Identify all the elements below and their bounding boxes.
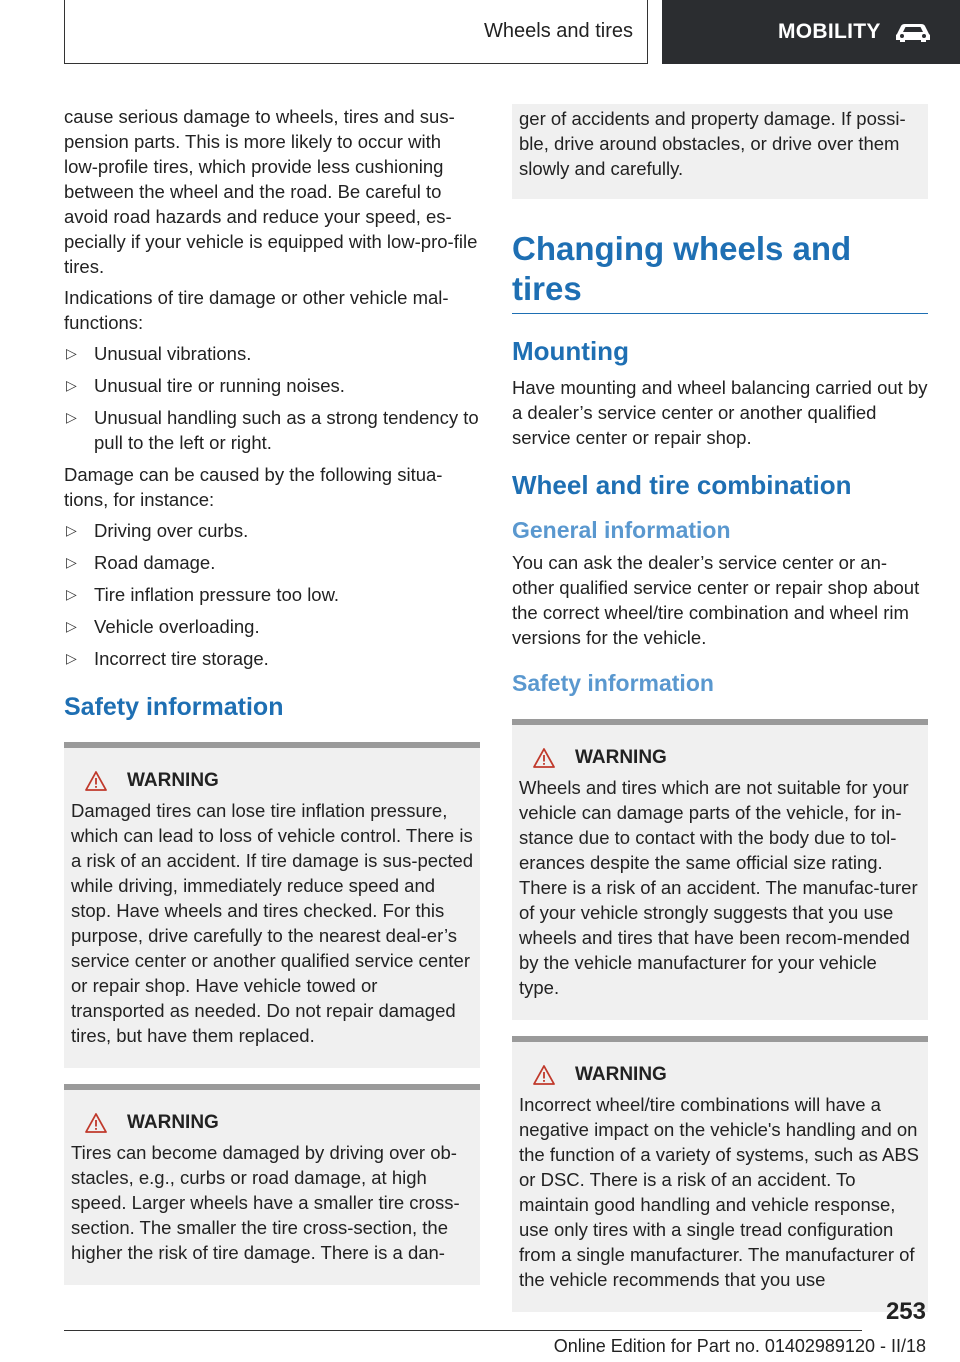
- mounting-heading: Mounting: [512, 336, 629, 366]
- warning-box: [64, 1084, 480, 1285]
- warning-box: [512, 1036, 928, 1312]
- edition-text: Online Edition for Part no. 01402989120 - II/18: [553, 1336, 926, 1356]
- indications-title: Indications of tire damage or other vehicle mal-functions:: [64, 287, 449, 333]
- chapter-tab: [662, 0, 960, 64]
- warning-text: Incorrect wheel/tire combinations will have a negative impact on the vehicle's handling and on the function of a variety of systems, such as ABS or DSC. There is a risk of an accident. To maintain good handling and vehicle response, use only tires with a single tread configuration from a single manufacturer. The manufacturer of the vehicle recommends that you use: [519, 1094, 919, 1290]
- mounting-paragraph: Have mounting and wheel balancing carried out by a dealer’s service center or another qualified service center or repair shop.: [512, 377, 928, 448]
- list-item: ▷ Tire inflation pressure too low.: [66, 584, 340, 605]
- safety-heading: Safety information: [64, 693, 284, 721]
- warning-triangle-icon: [533, 748, 555, 768]
- causes-list: [64, 518, 480, 671]
- list-item: ▷ Unusual handling such as a strong tendency to pull to the left or right.: [66, 407, 479, 453]
- list-item: ▷ Road damage.: [66, 552, 216, 573]
- list-item: ▷ Incorrect tire storage.: [66, 648, 269, 669]
- list-item: ▷ Driving over curbs.: [66, 520, 249, 541]
- warning-label: WARNING: [575, 1064, 667, 1085]
- warning-label: WARNING: [127, 1112, 219, 1133]
- chapter-heading: Changing wheels and tires: [512, 229, 928, 314]
- triangle-bullet-icon: ▷: [66, 650, 77, 666]
- general-info-heading: General information: [512, 517, 731, 543]
- right-column: [512, 104, 928, 1328]
- triangle-bullet-icon: ▷: [66, 409, 77, 425]
- indications-list: [64, 341, 480, 455]
- causes-title: Damage can be caused by the following situa-tions, for instance:: [64, 464, 443, 510]
- warning-text: Tires can become damaged by driving over ob-stacles, e.g., curbs or road damage, at high speed. Larger wheels have a smaller tire cross-section. The smaller the tire cross-section, the higher the risk of tire damage. There is a dan-: [71, 1142, 460, 1263]
- page-number: 253: [885, 1298, 926, 1325]
- section-tab: [64, 0, 648, 64]
- list-item: ▷ Unusual vibrations.: [66, 343, 252, 364]
- warning-box-continued: [512, 104, 928, 199]
- warning-label: WARNING: [127, 770, 219, 791]
- chapter-title: MOBILITY: [778, 20, 881, 43]
- warning-text: Wheels and tires which are not suitable for your vehicle can damage parts of the vehicle, for in-stance due to contact with the body due to tol-erances despite the same official size rating. There is a risk of an accident. The manufac-turer of your vehicle strongly suggests that you use wheels and tires that have been recom-mended by the vehicle manufacturer for your vehicle type.: [519, 777, 918, 998]
- triangle-bullet-icon: ▷: [66, 377, 77, 393]
- footer-divider: [64, 1330, 862, 1331]
- combination-heading: Wheel and tire combination: [512, 470, 852, 500]
- warning-triangle-icon: [533, 1065, 555, 1085]
- triangle-bullet-icon: ▷: [66, 554, 77, 570]
- warning-label: WARNING: [575, 747, 667, 768]
- intro-paragraph: cause serious damage to wheels, tires and sus-pension parts. This is more likely to occur with low-profile tires, which provide less cushioning between the wheel and the road. Be careful to avoid road hazards and reduce your speed, es-pecially if your vehicle is equipped with low-pro-file tires.: [64, 106, 478, 277]
- warning-text: Damaged tires can lose tire inflation pressure, which can lead to loss of vehicle control. There is a risk of an accident. If tire damage is sus-pected while driving, immediately reduce speed and stop. Have wheels and tires checked. For this purpose, drive carefully to the nearest deal-er’s service center or another qualified service center or repair shop. Have vehicle towed or transported as needed. Do not repair damaged tires, but have them replaced.: [71, 800, 474, 1046]
- triangle-bullet-icon: ▷: [66, 345, 77, 361]
- list-item: ▷ Unusual tire or running noises.: [66, 375, 345, 396]
- warning-text: ger of accidents and property damage. If possi-ble, drive around obstacles, or drive over them slowly and carefully.: [519, 108, 906, 179]
- car-icon: [893, 20, 933, 44]
- list-item: ▷ Vehicle overloading.: [66, 616, 260, 637]
- general-info-paragraph: You can ask the dealer’s service center or an-other qualified service center or repair shop about the correct wheel/tire combination and wheel rim versions for the vehicle.: [512, 552, 920, 648]
- warning-box: [512, 719, 928, 1020]
- warning-triangle-icon: [85, 1113, 107, 1133]
- safety-heading: Safety information: [512, 670, 714, 696]
- section-title: Wheels and tires: [484, 20, 633, 42]
- warning-triangle-icon: [85, 771, 107, 791]
- left-column: [64, 104, 480, 1301]
- warning-box: [64, 742, 480, 1068]
- triangle-bullet-icon: ▷: [66, 522, 77, 538]
- triangle-bullet-icon: ▷: [66, 618, 77, 634]
- triangle-bullet-icon: ▷: [66, 586, 77, 602]
